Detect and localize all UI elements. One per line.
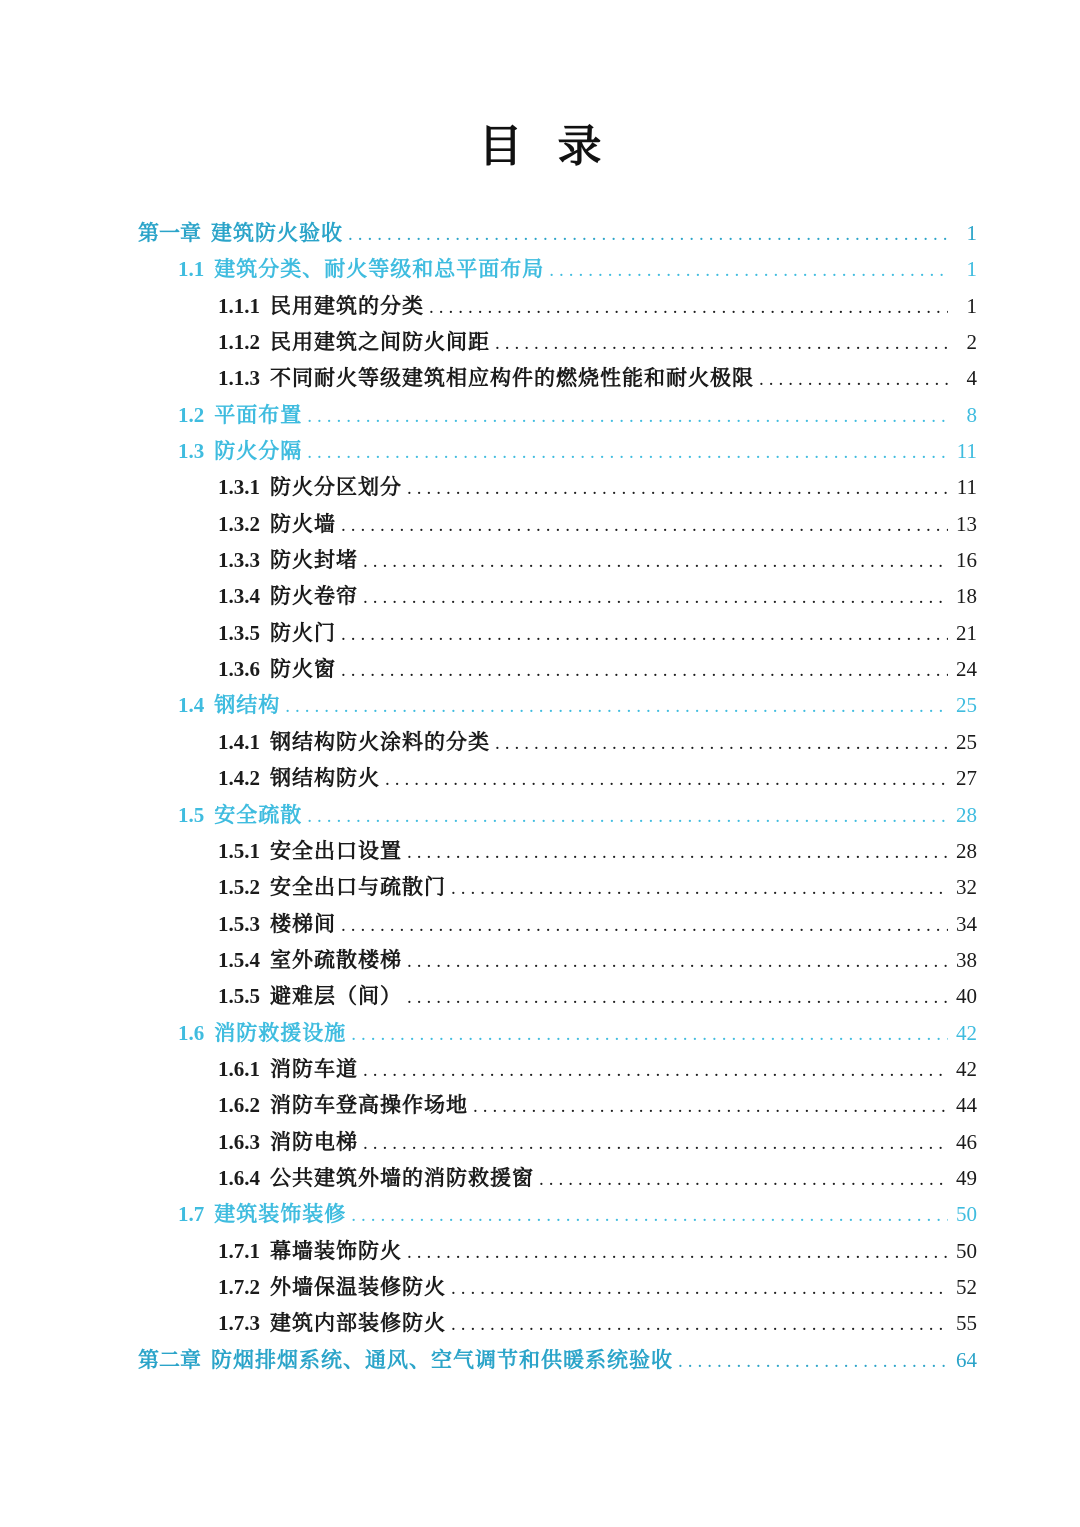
toc-leader-dots (341, 908, 948, 944)
toc-entry (138, 397, 977, 433)
toc-entry-title: 安全出口设置 (270, 838, 402, 863)
toc-leader-dots (451, 871, 948, 907)
toc-entry-number: 1.5.2 (218, 875, 260, 900)
toc-entry-title: 安全出口与疏散门 (270, 875, 446, 900)
toc-entry-title: 楼梯间 (270, 911, 336, 936)
toc-entry (138, 724, 977, 760)
toc-entry-number: 1.6.4 (218, 1165, 260, 1190)
toc-entry-page: 1 (966, 257, 977, 282)
toc-entry-title: 建筑内部装修防火 (270, 1311, 446, 1336)
toc-entry-title: 避难层（间） (270, 984, 402, 1009)
toc-leader-dots (385, 762, 948, 798)
toc-entry (138, 506, 977, 542)
toc-entry-title: 建筑装饰装修 (214, 1202, 347, 1227)
toc-leader-dots (549, 253, 948, 289)
toc-entry-page: 21 (956, 620, 977, 645)
toc-list (138, 215, 977, 1378)
toc-entry-number: 1.5.4 (218, 947, 260, 972)
toc-entry (138, 288, 977, 324)
toc-entry-title: 钢结构 (214, 693, 281, 718)
toc-entry-title: 钢结构防火 (270, 766, 380, 791)
toc-entry (138, 1015, 977, 1051)
toc-entry-number: 1.6.3 (218, 1129, 260, 1154)
toc-entry-title: 平面布置 (214, 402, 303, 427)
toc-entry (138, 1087, 977, 1123)
toc-entry-number: 1.5.5 (218, 984, 260, 1009)
toc-entry (138, 469, 977, 505)
toc-entry-number: 1.3.1 (218, 475, 260, 500)
toc-entry-title: 消防车登高操作场地 (270, 1093, 468, 1118)
toc-entry-number: 1.4.1 (218, 729, 260, 754)
toc-entry (138, 1233, 977, 1269)
toc-leader-dots (451, 1271, 948, 1307)
toc-entry (138, 1196, 977, 1232)
toc-leader-dots (495, 726, 948, 762)
toc-entry-title: 防火封堵 (270, 548, 358, 573)
toc-entry-number: 1.3.6 (218, 657, 260, 682)
toc-entry-number: 1.6.2 (218, 1093, 260, 1118)
toc-entry-page: 42 (956, 1056, 977, 1081)
toc-entry-number: 1.7.2 (218, 1274, 260, 1299)
toc-entry-title: 防火门 (270, 620, 336, 645)
toc-entry-page: 27 (956, 766, 977, 791)
toc-entry-title: 防火窗 (270, 657, 336, 682)
toc-leader-dots (495, 326, 948, 362)
toc-entry-page: 24 (956, 657, 977, 682)
toc-entry-number: 1.5.3 (218, 911, 260, 936)
toc-entry-page: 18 (956, 584, 977, 609)
toc-entry-title: 消防电梯 (270, 1129, 358, 1154)
toc-leader-dots (307, 399, 948, 435)
toc-entry-title: 建筑防火验收 (211, 221, 343, 245)
toc-entry-page: 11 (956, 439, 977, 464)
toc-entry-number: 第一章 (138, 221, 201, 245)
toc-entry-page: 13 (956, 511, 977, 536)
toc-entry (138, 578, 977, 614)
toc-entry-page: 8 (966, 402, 977, 427)
toc-leader-dots (759, 362, 948, 398)
toc-leader-dots (351, 1198, 948, 1234)
toc-entry-title: 防火墙 (270, 511, 336, 536)
toc-entry (138, 360, 977, 396)
toc-entry-number: 1.3 (178, 439, 205, 464)
toc-entry-page: 50 (956, 1202, 977, 1227)
toc-entry-number: 1.3.3 (218, 548, 260, 573)
toc-entry-page: 42 (956, 1020, 977, 1045)
toc-entry (138, 215, 977, 251)
toc-entry-title: 民用建筑之间防火间距 (270, 330, 490, 355)
toc-entry (138, 1124, 977, 1160)
toc-entry-number: 1.3.2 (218, 511, 260, 536)
toc-entry-page: 4 (966, 366, 977, 391)
toc-entry-title: 防烟排烟系统、通风、空气调节和供暖系统验收 (211, 1347, 673, 1372)
toc-entry-number: 1.7.1 (218, 1238, 260, 1263)
toc-entry-number: 1.1.2 (218, 330, 260, 355)
toc-entry-number: 1.6.1 (218, 1056, 260, 1081)
toc-entry-page: 40 (956, 984, 977, 1009)
toc-leader-dots (351, 1017, 948, 1053)
toc-entry-page: 55 (956, 1311, 977, 1336)
toc-entry (138, 615, 977, 651)
toc-entry-number: 第二章 (138, 1347, 201, 1372)
toc-entry-number: 1.3.5 (218, 620, 260, 645)
toc-entry-page: 52 (956, 1274, 977, 1299)
toc-entry-number: 1.1.3 (218, 366, 260, 391)
toc-entry-title: 消防车道 (270, 1056, 358, 1081)
toc-entry-title: 公共建筑外墙的消防救援窗 (270, 1165, 534, 1190)
toc-leader-dots (341, 617, 948, 653)
toc-entry-number: 1.6 (178, 1020, 205, 1045)
toc-leader-dots (429, 290, 948, 326)
toc-entry-title: 防火分区划分 (270, 475, 402, 500)
toc-entry-page: 64 (956, 1347, 977, 1372)
toc-entry-page: 38 (956, 947, 977, 972)
toc-entry-title: 安全疏散 (214, 802, 303, 827)
toc-leader-dots (407, 944, 948, 980)
toc-leader-dots (451, 1307, 948, 1343)
toc-entry (138, 687, 977, 723)
toc-entry (138, 433, 977, 469)
toc-leader-dots (341, 508, 948, 544)
toc-entry-number: 1.4.2 (218, 766, 260, 791)
toc-entry-page: 49 (956, 1165, 977, 1190)
toc-entry (138, 1342, 977, 1378)
toc-entry-page: 28 (956, 838, 977, 863)
toc-entry-title: 室外疏散楼梯 (270, 947, 402, 972)
toc-entry-title: 钢结构防火涂料的分类 (270, 729, 490, 754)
toc-entry-number: 1.1.1 (218, 293, 260, 318)
toc-leader-dots (407, 471, 948, 507)
toc-entry (138, 942, 977, 978)
toc-entry-page: 32 (956, 875, 977, 900)
toc-leader-dots (407, 1235, 948, 1271)
toc-leader-dots (473, 1089, 948, 1125)
toc-entry-page: 2 (966, 330, 977, 355)
toc-leader-dots (363, 1053, 948, 1089)
toc-entry-title: 防火卷帘 (270, 584, 358, 609)
toc-entry (138, 978, 977, 1014)
toc-entry-title: 不同耐火等级建筑相应构件的燃烧性能和耐火极限 (270, 366, 754, 391)
toc-entry-page: 1 (966, 293, 977, 318)
toc-entry (138, 542, 977, 578)
toc-entry-number: 1.7 (178, 1202, 205, 1227)
toc-leader-dots (363, 544, 948, 580)
toc-entry (138, 760, 977, 796)
toc-leader-dots (307, 435, 948, 471)
toc-entry (138, 251, 977, 287)
toc-leader-dots (341, 653, 948, 689)
toc-entry-page: 46 (956, 1129, 977, 1154)
toc-entry-number: 1.4 (178, 693, 205, 718)
toc-entry (138, 906, 977, 942)
toc-leader-dots (407, 835, 948, 871)
page-title: 目 录 (478, 122, 614, 171)
toc-entry-number: 1.5.1 (218, 838, 260, 863)
toc-leader-dots (407, 980, 948, 1016)
toc-entry-page: 11 (956, 475, 977, 500)
toc-entry (138, 869, 977, 905)
toc-entry-title: 民用建筑的分类 (270, 293, 424, 318)
toc-leader-dots (363, 1126, 948, 1162)
toc-entry-page: 44 (956, 1093, 977, 1118)
toc-entry-page: 34 (956, 911, 977, 936)
toc-entry-page: 28 (956, 802, 977, 827)
toc-entry-page: 16 (956, 548, 977, 573)
toc-entry-title: 外墙保温装修防火 (270, 1274, 446, 1299)
toc-leader-dots (307, 799, 948, 835)
toc-entry-title: 幕墙装饰防火 (270, 1238, 402, 1263)
toc-entry (138, 833, 977, 869)
toc-entry (138, 651, 977, 687)
toc-entry-number: 1.3.4 (218, 584, 260, 609)
toc-entry-number: 1.7.3 (218, 1311, 260, 1336)
toc-leader-dots (348, 217, 948, 253)
toc-entry-page: 50 (956, 1238, 977, 1263)
toc-entry-title: 防火分隔 (214, 439, 303, 464)
toc-entry-title: 建筑分类、耐火等级和总平面布局 (214, 257, 545, 282)
toc-entry (138, 797, 977, 833)
toc-entry-number: 1.5 (178, 802, 205, 827)
toc-entry-number: 1.2 (178, 402, 205, 427)
toc-entry-page: 25 (956, 693, 977, 718)
toc-leader-dots (539, 1162, 948, 1198)
toc-entry-number: 1.1 (178, 257, 205, 282)
toc-leader-dots (285, 689, 948, 725)
toc-entry (138, 324, 977, 360)
toc-entry-page: 25 (956, 729, 977, 754)
toc-leader-dots (678, 1344, 948, 1380)
toc-entry (138, 1051, 977, 1087)
toc-entry (138, 1269, 977, 1305)
toc-entry-title: 消防救援设施 (214, 1020, 347, 1045)
toc-entry (138, 1160, 977, 1196)
toc-entry-page: 1 (966, 221, 977, 245)
toc-entry (138, 1305, 977, 1341)
toc-leader-dots (363, 580, 948, 616)
